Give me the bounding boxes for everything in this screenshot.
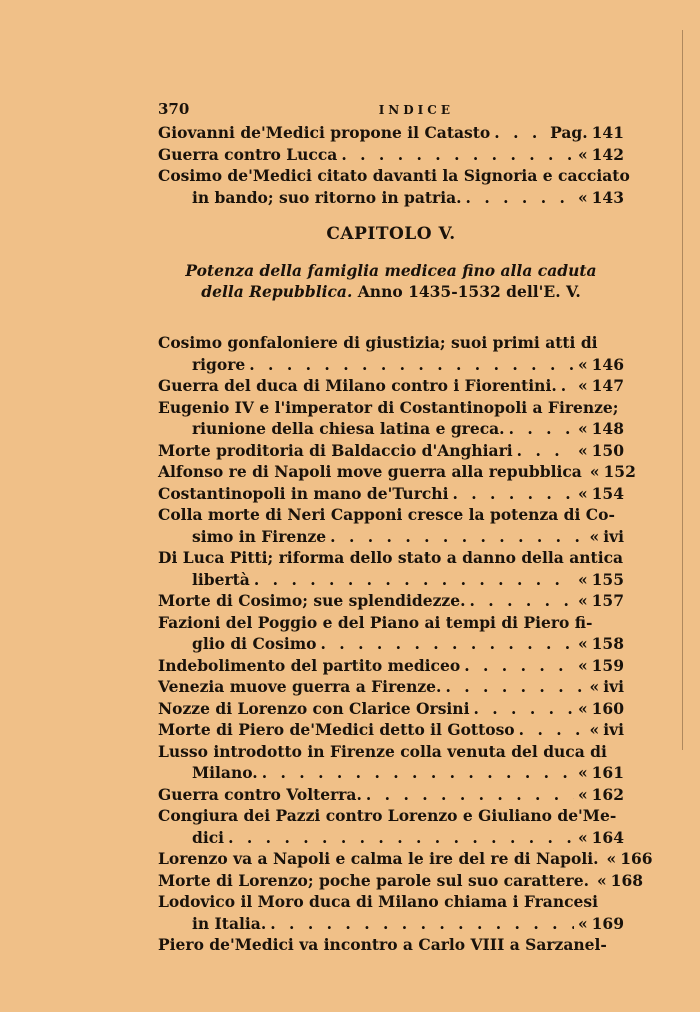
chapter-subtitle: [158, 260, 624, 302]
entry-line: [158, 827, 624, 849]
index-entry: [158, 144, 624, 166]
leader-dots: [330, 526, 585, 548]
page-prefix: «: [577, 187, 588, 207]
page-edge-line: [682, 30, 683, 750]
page-number-ref: 162: [591, 784, 624, 804]
entry-text: Alfonso re di Napoli move guerra alla repubblica: [158, 462, 582, 481]
index-entry: [158, 165, 630, 208]
page-number-ref: 161: [591, 763, 624, 782]
entry-line: [158, 719, 624, 741]
page-number-ref: 157: [591, 591, 624, 610]
entry-line: [158, 418, 624, 440]
entry-text: Lorenzo va a Napoli e calma le ire del re di Napoli.: [158, 849, 599, 868]
entry-page-ref: [590, 676, 624, 698]
entry-page-ref: [578, 375, 624, 397]
leader-dots: [254, 569, 574, 591]
entry-page-ref: [578, 187, 624, 209]
leader-dots: [466, 187, 574, 209]
entry-line: [158, 655, 624, 677]
page-number-ref: 160: [591, 698, 624, 718]
entry-line: [158, 354, 624, 376]
page-prefix: «: [589, 677, 600, 696]
index-entry: [158, 612, 624, 655]
index-entry: [158, 655, 624, 677]
page-number-ref: ivi: [603, 526, 624, 546]
leader-dots: [494, 122, 546, 144]
entry-page-ref: [590, 526, 624, 548]
index-entry: [158, 440, 624, 462]
page-prefix: «: [577, 419, 588, 438]
index-entry: [158, 461, 636, 483]
entry-page-ref: [578, 483, 624, 505]
index-entry: [158, 483, 624, 505]
leader-dots: [262, 762, 574, 784]
entry-text: Congiura dei Pazzi contro Lorenzo e Giuliano de'Me-: [158, 806, 617, 825]
entry-line: [158, 741, 624, 763]
entry-page-ref: [578, 784, 624, 806]
entry-text: Di Luca Pitti; riforma dello stato a danno della antica: [158, 548, 624, 567]
entry-text: Cosimo de'Medici citato davanti la Signoria e cacciato: [158, 166, 630, 185]
index-entry: [158, 698, 624, 720]
entry-text: Lusso introdotto in Firenze colla venuta del duca di: [158, 741, 607, 761]
index-entry: [158, 332, 624, 375]
entry-text: riunione della chiesa latina e greca.: [192, 419, 505, 438]
entry-line: [158, 332, 624, 354]
entry-text: Eugenio IV e l'imperator di Costantinopoli a Firenze;: [158, 397, 619, 417]
entry-text: Guerra contro Volterra.: [158, 784, 362, 804]
entry-text: Piero de'Medici va incontro a Carlo VIII a Sarzanel-: [158, 935, 607, 954]
index-entry: [158, 870, 644, 892]
entry-line: [158, 934, 624, 956]
entry-text: Morte di Lorenzo; poche parole sul suo carattere.: [158, 870, 589, 890]
index-page: [158, 100, 653, 956]
entry-line: [158, 547, 624, 569]
page-prefix: «: [589, 526, 600, 546]
page-number-ref: 148: [591, 419, 624, 438]
entry-text: Indebolimento del partito mediceo: [158, 655, 461, 675]
entry-page-ref: [578, 655, 624, 677]
page-number-ref: 168: [610, 870, 644, 890]
leader-dots: [519, 719, 586, 741]
leader-dots: [469, 590, 573, 612]
entry-page-ref: [550, 122, 624, 144]
entry-line: [158, 526, 624, 548]
index-entry: [158, 504, 624, 547]
entry-line: [158, 612, 624, 634]
leader-dots: [452, 483, 573, 505]
page-prefix: «: [577, 591, 588, 610]
index-entry: [158, 891, 624, 934]
leader-dots: [509, 418, 574, 440]
leader-dots: [561, 375, 574, 397]
entry-page-ref: [578, 698, 624, 720]
entry-text: Morte proditoria di Baldaccio d'Anghiari: [158, 440, 513, 460]
entry-page-ref: [590, 719, 624, 741]
entry-text: Giovanni de'Medici propone il Catasto: [158, 123, 491, 142]
leader-dots: [366, 784, 574, 806]
entry-text: Costantinopoli in mano de'Turchi: [158, 483, 449, 503]
entry-page-ref: [578, 633, 624, 655]
entry-page-ref: [578, 762, 624, 784]
entry-text: simo in Firenze: [192, 526, 327, 546]
entry-line: [158, 590, 624, 612]
page-number-ref: 169: [591, 913, 624, 933]
entry-line: [158, 676, 624, 698]
entry-line: [158, 913, 624, 935]
page-prefix: «: [577, 634, 588, 653]
index-entry: [158, 848, 653, 870]
page-prefix: «: [577, 763, 588, 782]
entry-line: [158, 187, 624, 209]
entry-text: Guerra contro Lucca: [158, 144, 338, 164]
entry-line: [158, 375, 624, 397]
leader-dots: [341, 144, 574, 166]
page-prefix: «: [577, 827, 588, 847]
index-entry: [158, 784, 624, 806]
page-number-ref: 142: [591, 144, 624, 164]
entry-page-ref: [578, 144, 624, 166]
entry-text: Lodovico il Moro duca di Milano chiama i Francesi: [158, 892, 599, 911]
page-prefix: «: [606, 849, 617, 868]
entry-text: Cosimo gonfaloniere di giustizia; suoi primi atti di: [158, 333, 598, 352]
entry-line: [158, 122, 624, 144]
entry-text: Morte di Cosimo; sue splendidezze.: [158, 591, 466, 610]
entry-text: Guerra del duca di Milano contro i Fiorentini.: [158, 376, 557, 395]
entry-text: in Italia.: [192, 913, 267, 933]
page-number-ref: 141: [591, 123, 624, 142]
leader-dots: [473, 698, 573, 720]
leader-dots: [270, 913, 574, 935]
entry-line: [158, 483, 624, 505]
entry-line: [158, 440, 624, 462]
entry-page-ref: [578, 440, 624, 462]
entry-line: [158, 784, 624, 806]
page-prefix: «: [577, 655, 588, 675]
entry-text: glio di Cosimo: [192, 634, 317, 653]
entry-text: Fazioni del Poggio e del Piano ai tempi di Piero fi-: [158, 612, 593, 632]
entry-line: [158, 569, 624, 591]
page-prefix: «: [577, 144, 588, 164]
entry-page-ref: [578, 418, 624, 440]
chapter-entries: [158, 332, 653, 956]
entry-line: [158, 633, 624, 655]
index-entry: [158, 676, 624, 698]
page-prefix: «: [577, 354, 588, 374]
subtitle-line-2-italic: della Repubblica.: [201, 282, 353, 301]
chapter-title: CAPITOLO V.: [326, 224, 456, 244]
entry-page-ref: [578, 590, 624, 612]
entry-page-ref: [578, 569, 624, 591]
index-entry: [158, 719, 624, 741]
page-number-ref: 155: [591, 569, 624, 589]
leader-dots: [249, 354, 574, 376]
page-number-ref: 154: [591, 483, 624, 503]
entry-line: [158, 461, 636, 483]
entry-text: Venezia muove guerra a Firenze.: [158, 677, 442, 696]
entry-line: [158, 870, 644, 892]
page-number-ref: 164: [591, 827, 624, 847]
entry-page-ref: [578, 913, 624, 935]
entry-page-ref: [578, 827, 624, 849]
page-number: 370: [158, 100, 190, 118]
entry-page-ref: [578, 354, 624, 376]
leader-dots: [321, 633, 574, 655]
entry-line: [158, 504, 624, 526]
entry-text: in bando; suo ritorno in patria.: [192, 187, 462, 207]
page-number-ref: 152: [603, 462, 636, 481]
entry-text: rigore: [192, 354, 246, 374]
subtitle-line-2-rest: Anno 1435-1532 dell'E. V.: [352, 282, 581, 301]
page-number-ref: ivi: [603, 720, 624, 739]
page-prefix: «: [577, 483, 588, 503]
index-entry: [158, 397, 624, 440]
page-prefix: «: [577, 784, 588, 804]
page-prefix: Pag.: [550, 123, 588, 142]
entry-line: [158, 891, 624, 913]
entry-line: [158, 397, 624, 419]
entry-line: [158, 848, 653, 870]
page-number-ref: 147: [591, 376, 624, 395]
page-number-ref: 159: [591, 655, 624, 675]
index-entry: [158, 934, 624, 956]
page-prefix: «: [577, 913, 588, 933]
page-prefix: «: [596, 870, 607, 890]
page-number-ref: 166: [620, 849, 653, 868]
entry-text: Nozze di Lorenzo con Clarice Orsini: [158, 698, 470, 718]
index-entry: [158, 375, 624, 397]
page-number-ref: 143: [591, 187, 624, 207]
leader-dots: [464, 655, 574, 677]
page-prefix: «: [577, 376, 588, 395]
entry-text: Morte di Piero de'Medici detto il Gottoso: [158, 720, 515, 739]
entry-line: [158, 165, 630, 187]
leader-dots: [445, 676, 585, 698]
page-prefix: «: [577, 698, 588, 718]
entry-page-ref: [590, 461, 636, 483]
entry-page-ref: [607, 848, 653, 870]
subtitle-line-1: Potenza della famiglia medicea fino alla caduta: [185, 261, 597, 280]
entry-line: [158, 805, 624, 827]
leader-dots: [228, 827, 574, 849]
page-number-ref: ivi: [603, 677, 624, 696]
page-number-ref: 158: [591, 634, 624, 653]
page-prefix: «: [577, 440, 588, 460]
entry-text: Milano.: [192, 763, 258, 782]
entry-text: libertà: [192, 569, 250, 589]
entry-page-ref: [597, 870, 643, 892]
previous-chapter-entries: [158, 122, 630, 208]
entry-line: [158, 762, 624, 784]
entry-text: Colla morte di Neri Capponi cresce la potenza di Co-: [158, 505, 615, 524]
leader-dots: [517, 440, 574, 462]
page-prefix: «: [577, 569, 588, 589]
index-entry: [158, 741, 624, 784]
entry-line: [158, 144, 624, 166]
page-number-ref: 150: [591, 440, 624, 460]
index-entry: [158, 805, 624, 848]
entry-text: dici: [192, 827, 225, 847]
page-number-ref: 146: [591, 354, 624, 374]
index-entry: [158, 590, 624, 612]
page-prefix: «: [589, 720, 600, 739]
entry-line: [158, 698, 624, 720]
index-entry: [158, 122, 624, 144]
page-header: [158, 100, 624, 122]
page-prefix: «: [589, 462, 600, 481]
running-title: INDICE: [378, 103, 454, 117]
index-entry: [158, 547, 624, 590]
